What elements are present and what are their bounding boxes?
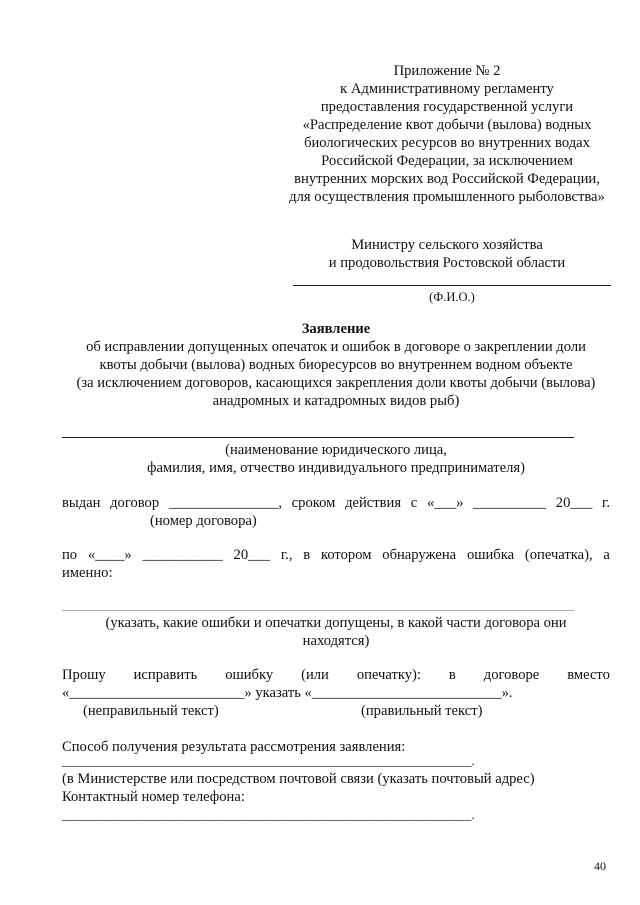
errors-caption: находятся)	[302, 633, 370, 649]
word: а	[603, 547, 610, 563]
word: г.	[601, 495, 610, 511]
end-month-field[interactable]: ___________	[142, 547, 223, 563]
applicant-name-line[interactable]	[62, 437, 574, 438]
applicant-caption: (наименование юридического лица,	[225, 442, 447, 458]
namely-text: именно:	[62, 565, 113, 581]
word: в	[303, 547, 311, 563]
word: исправить	[133, 667, 198, 683]
contract-number-label: (номер договора)	[150, 513, 257, 529]
word: котором	[320, 547, 372, 563]
word: с	[410, 495, 418, 511]
contract-end-line	[62, 546, 610, 564]
phone-field[interactable]: _______________________________________________________________.	[62, 807, 475, 822]
header-line: внутренних морских вод Российской Федерации,	[294, 171, 600, 187]
addressee-line: Министру сельского хозяйства	[351, 237, 543, 253]
header-line: Российской Федерации, за исключением	[321, 153, 573, 169]
start-month-field[interactable]: __________	[473, 495, 547, 511]
word: опечатку):	[356, 667, 421, 683]
word: Прошу	[62, 667, 106, 683]
header-line: к Административному регламенту	[340, 81, 554, 97]
addressee-line: и продовольствия Ростовской области	[328, 255, 566, 271]
word: ошибку	[225, 667, 274, 683]
word: договор	[110, 495, 160, 511]
title-line: (за исключением договоров, касающихся закрепления доли квоты добычи (вылова)	[76, 375, 596, 391]
title-line: квоты добычи (вылова) водных биоресурсов во внутреннем водном объекте	[99, 357, 573, 373]
appendix-number: Приложение № 2	[393, 63, 501, 79]
word: (опечатка),	[524, 547, 593, 563]
title-line: анадромных и катадромных видов рыб)	[212, 393, 460, 409]
request-line	[62, 666, 610, 684]
result-method-note: (в Министерстве или посредством почтовой связи (указать почтовый адрес)	[62, 771, 535, 787]
word: г.,	[280, 547, 293, 563]
page-number: 40	[594, 859, 606, 873]
header-line: предоставления государственной услуги	[320, 99, 574, 115]
word: (или	[301, 667, 329, 683]
word: вместо	[567, 667, 610, 683]
correction-fields[interactable]: «________________________» указать «__________________________».	[62, 685, 513, 701]
statement-heading: Заявление	[301, 321, 371, 337]
errors-caption: (указать, какие ошибки и опечатки допущены, в какой части договора они	[105, 615, 567, 631]
header-line: «Распределение квот добычи (вылова) водных	[302, 117, 592, 133]
word: сроком	[291, 495, 336, 511]
result-method-field[interactable]: _______________________________________________________________.	[62, 753, 475, 768]
title-line: об исправлении допущенных опечаток и ошибок в договоре о закреплении доли	[86, 339, 586, 355]
word: в	[448, 667, 456, 683]
wrong-text-label: (неправильный текст)	[83, 703, 219, 719]
applicant-caption: фамилия, имя, отчество индивидуального предпринимателя)	[147, 460, 525, 476]
result-method-label: Способ получения результата рассмотрения заявления:	[62, 739, 406, 755]
word: по	[62, 547, 78, 563]
phone-label: Контактный номер телефона:	[62, 789, 245, 805]
end-year-field[interactable]: 20___	[233, 547, 271, 563]
header-line: для осуществления промышленного рыболовства»	[289, 189, 605, 205]
word: ошибка	[466, 547, 515, 563]
errors-description-line[interactable]	[62, 610, 574, 611]
start-day-field[interactable]: «___»	[426, 495, 464, 511]
end-day-field[interactable]: «____»	[87, 547, 132, 563]
fio-line[interactable]	[293, 285, 611, 286]
fio-label: (Ф.И.О.)	[429, 290, 475, 304]
right-text-label: (правильный текст)	[361, 703, 483, 719]
start-year-field[interactable]: 20___	[555, 495, 593, 511]
header-line: биологических ресурсов во внутренних водах	[304, 135, 590, 151]
word: выдан	[62, 495, 101, 511]
word: обнаружена	[382, 547, 457, 563]
word: действия	[345, 495, 402, 511]
word: договоре	[483, 667, 540, 683]
contract-issued-line	[62, 494, 610, 512]
contract-number-field[interactable]: _______________,	[168, 495, 282, 511]
